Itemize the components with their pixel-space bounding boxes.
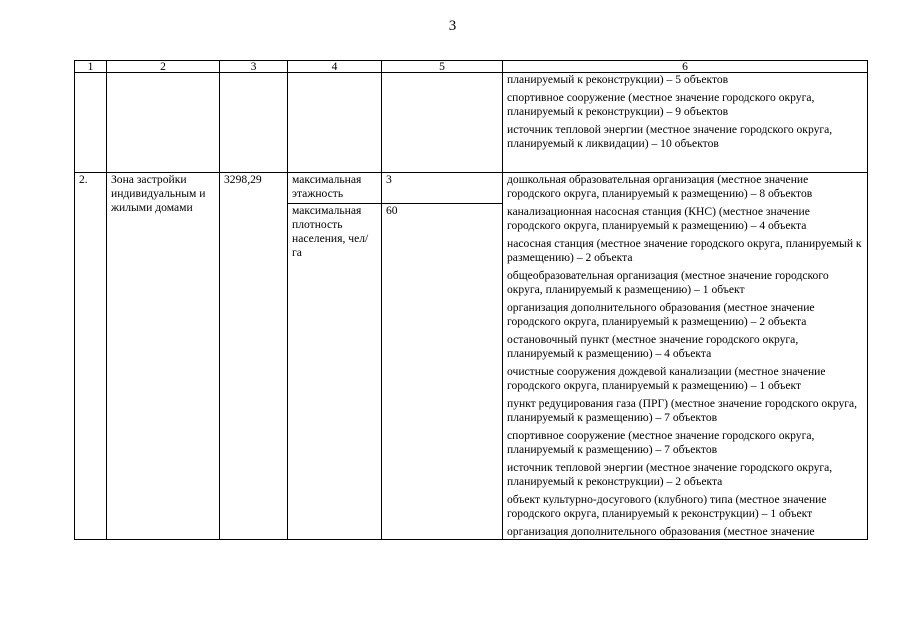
- list-item: канализационная насосная станция (КНС) (местное значение городского округа, планируемый к размещению) – 4 объекта: [507, 205, 810, 232]
- zoning-table: [74, 60, 868, 540]
- list-item: очистные сооружения дождевой канализации (местное значение городского округа, планируемый к размещению) – 1 объект: [507, 365, 826, 392]
- list-item: пункт редуцирования газа (ПРГ) (местное значение городского округа, планируемый к размещению) – 7 объектов: [507, 397, 858, 424]
- objects-cell: [503, 173, 868, 540]
- list-item: спортивное сооружение (местное значение городского округа, планируемый к реконструкции) – 9 объектов: [507, 91, 815, 118]
- header-col-4: 4: [288, 61, 382, 73]
- header-col-1: 1: [75, 61, 107, 73]
- header-row: [75, 61, 868, 73]
- list-item: насосная станция (местное значение городского округа, планируемый к размещению) – 2 объекта: [507, 237, 862, 264]
- list-item: источник тепловой энергии (местное значение городского округа, планируемый к ликвидации) – 10 объектов: [507, 123, 833, 150]
- list-item: источник тепловой энергии (местное значение городского округа, планируемый к реконструкции) – 2 объекта: [507, 461, 833, 488]
- param-value-max-floors: 3: [382, 173, 502, 204]
- header-col-5: 5: [382, 61, 503, 73]
- param-value-max-density: 60: [386, 204, 398, 217]
- objects-cell: [503, 73, 868, 173]
- header-col-2: 2: [107, 61, 220, 73]
- list-item: планируемый к реконструкции) – 5 объектов: [507, 73, 729, 86]
- list-item: остановочный пункт (местное значение городского округа, планируемый к размещению) – 4 объекта: [507, 333, 799, 360]
- list-item: организация дополнительного образования (местное значение: [507, 525, 815, 538]
- table-row-2: [75, 173, 868, 540]
- param-name-max-density: максимальная плотность населения, чел/га: [292, 204, 369, 259]
- header-col-6: 6: [503, 61, 868, 73]
- zone-name: Зона застройки индивидуальным и жилыми домами: [107, 173, 220, 540]
- param-name-max-floors: максимальная этажность: [288, 173, 381, 204]
- list-item: организация дополнительного образования (местное значение городского округа, планируемый к размещению) – 2 объекта: [507, 301, 815, 328]
- page-number: 3: [448, 18, 457, 34]
- param-names-cell: [288, 173, 382, 540]
- row-number: 2.: [75, 173, 107, 540]
- list-item: объект культурно-досугового (клубного) типа (местное значение городского округа, планируемый к реконструкции) – 1 объект: [507, 493, 827, 520]
- header-col-3: 3: [220, 61, 288, 73]
- table-row-continuation: [75, 73, 868, 173]
- zone-area: 3298,29: [220, 173, 288, 540]
- param-values-cell: [382, 173, 503, 540]
- list-item: спортивное сооружение (местное значение городского округа, планируемый к размещению) – 7 объектов: [507, 429, 815, 456]
- list-item: общеобразовательная организация (местное значение городского округа, планируемый к размещению) – 1 объект: [507, 269, 829, 296]
- list-item: дошкольная образовательная организация (местное значение городского округа, планируемый к размещению) – 8 объектов: [507, 173, 813, 200]
